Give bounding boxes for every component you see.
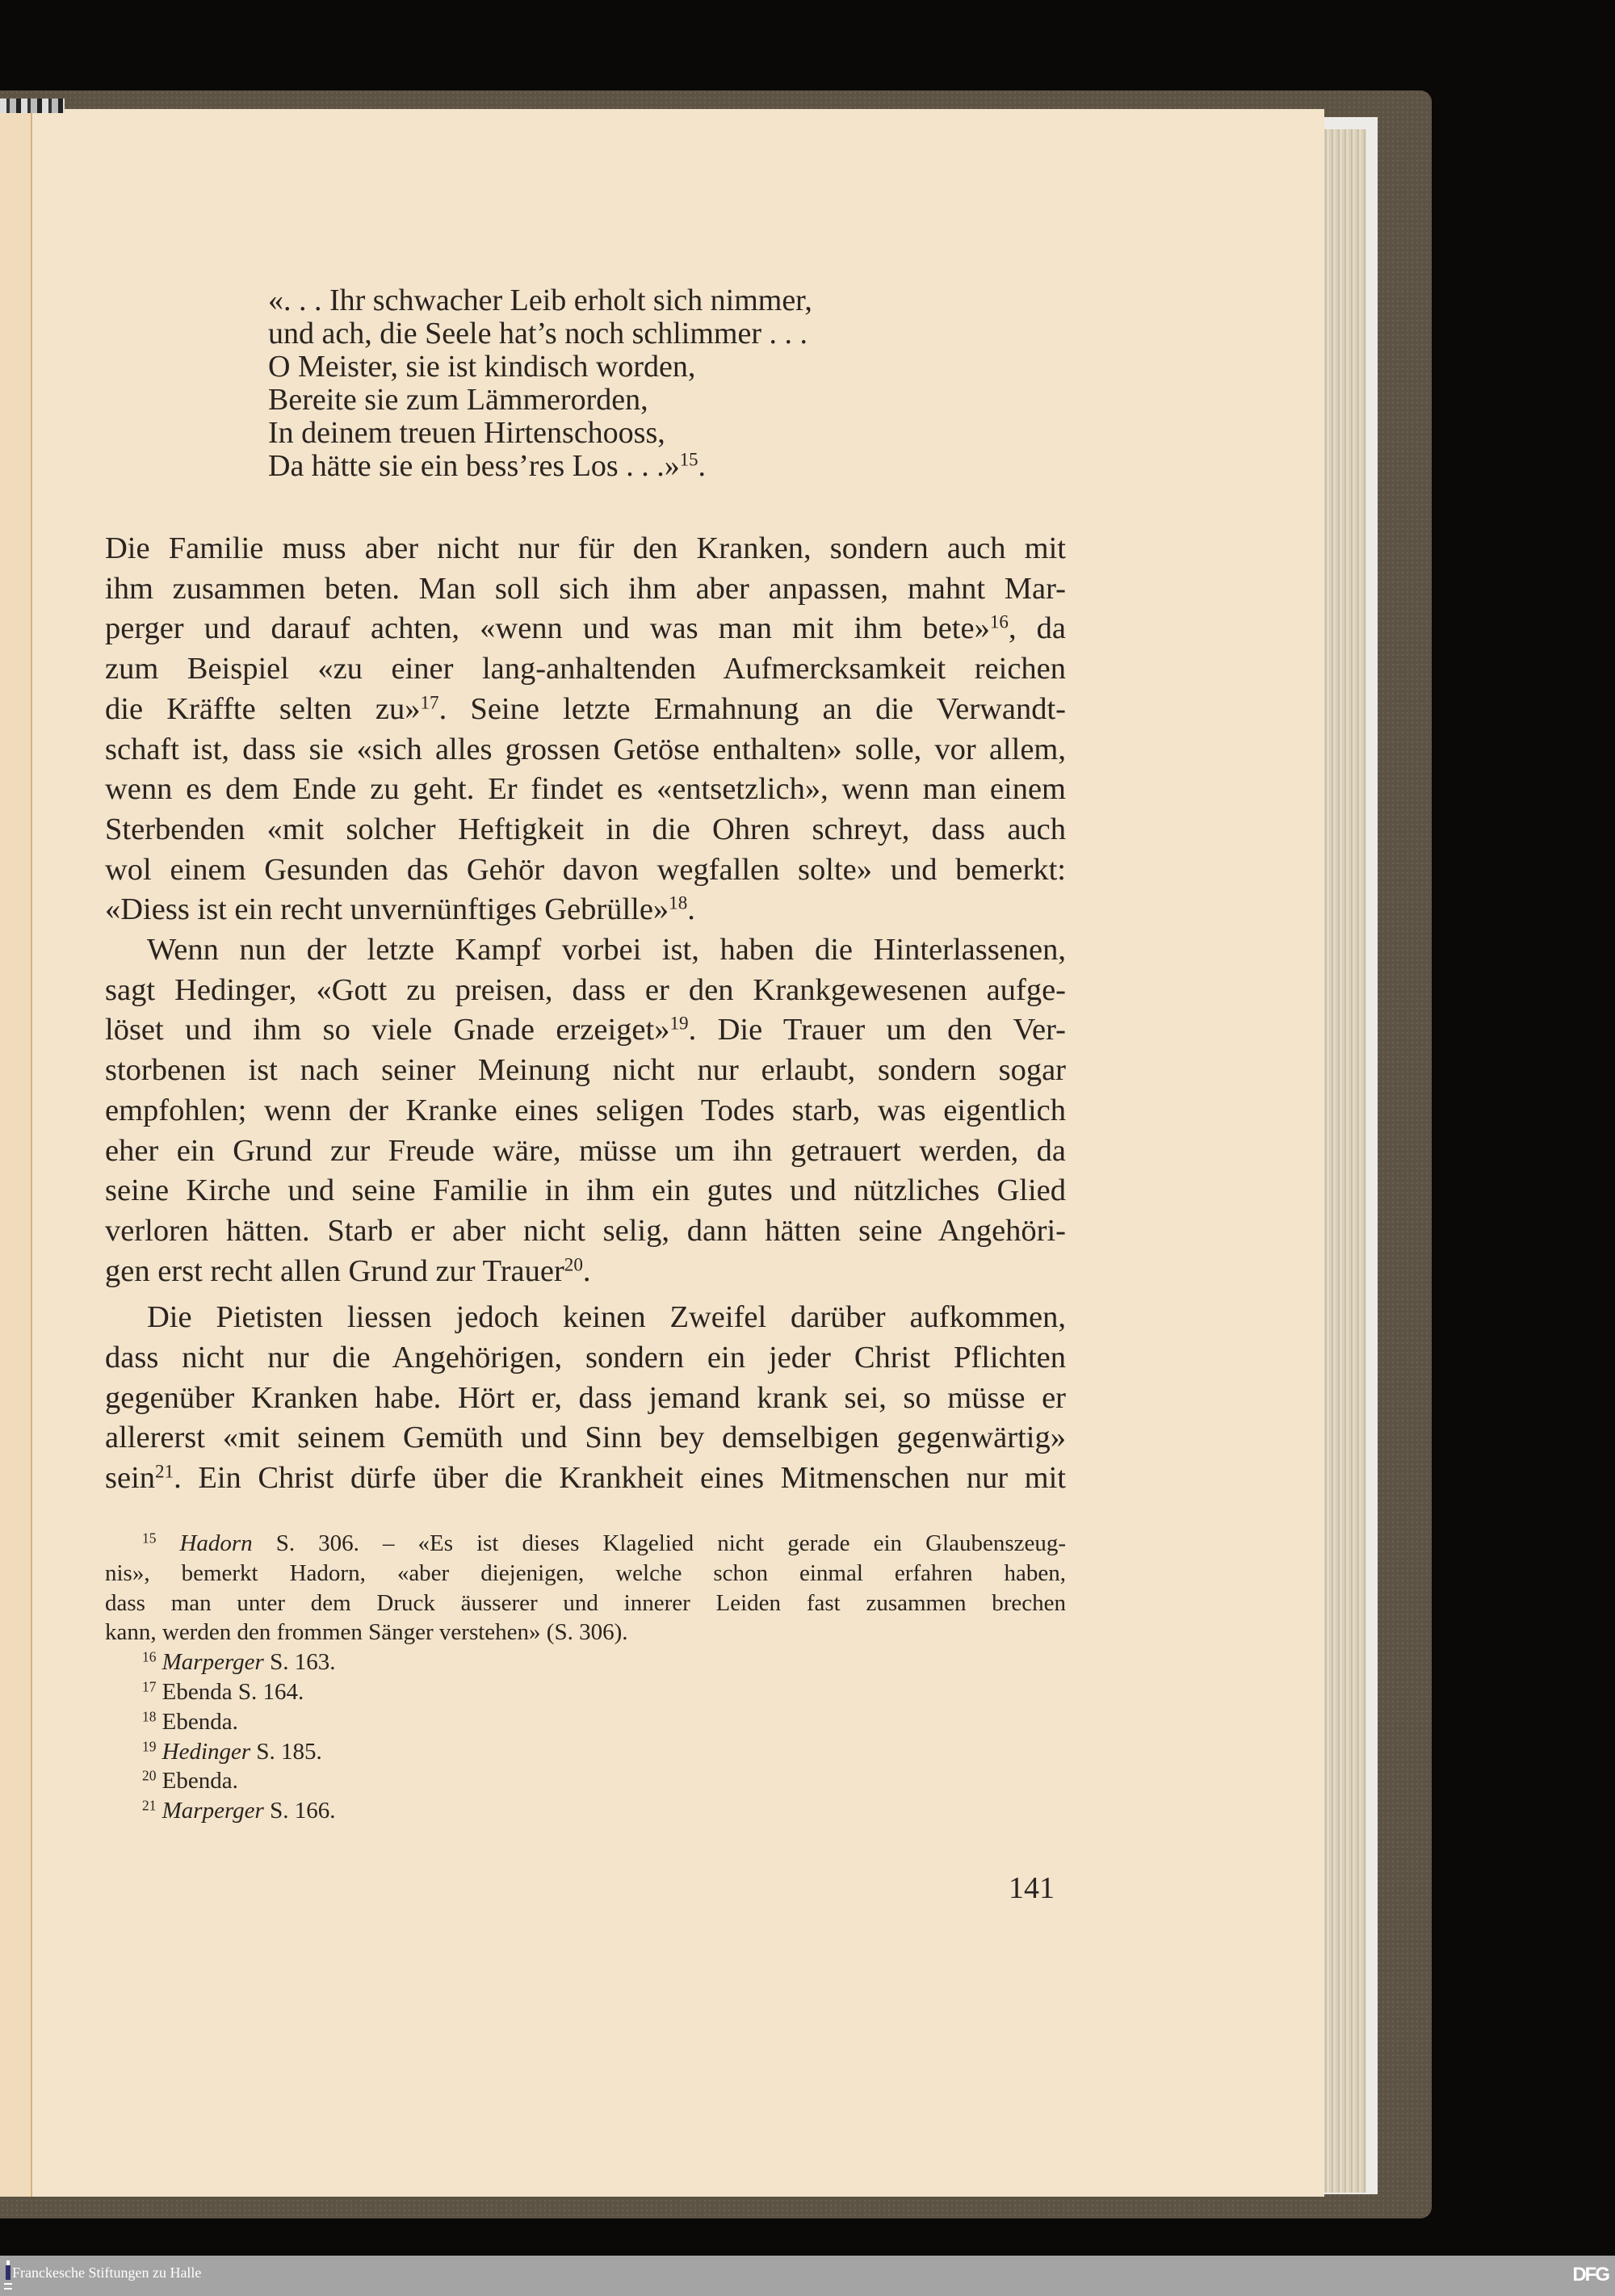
footnote-line (105, 1618, 1066, 1647)
text-run: . (582, 1253, 591, 1288)
text-run: löset und ihm so viele Gnade erzeiget» (105, 1013, 670, 1047)
text-run: zum Beispiel «zu einer lang-anhaltenden Aufmercksamkeit reichen (105, 652, 1066, 686)
text-run: dass nicht nur die Angehörigen, sondern ein jeder Christ Pflichten (105, 1341, 1066, 1375)
text-run: Ebenda S. 164. (156, 1678, 304, 1705)
footnote-line (105, 1766, 1066, 1796)
text-line (105, 1211, 1066, 1252)
footnote-marker: 17 (142, 1678, 157, 1695)
footnote-line (105, 1589, 1066, 1618)
text-line (105, 1379, 1066, 1419)
text-run: sein (105, 1461, 156, 1496)
text-line (105, 1418, 1066, 1459)
text-run: , da (1008, 611, 1066, 646)
verse-line (268, 350, 812, 384)
text-line (105, 810, 1066, 850)
verse-line (268, 417, 812, 450)
paragraph (105, 1298, 1066, 1499)
text-run: seine Kirche und seine Familie in ihm ein gutes und nützliches Glied (105, 1173, 1066, 1208)
text-line (105, 1338, 1066, 1379)
text-run: schaft ist, dass sie «sich alles grossen Getöse enthalten» solle, vor allem, (105, 732, 1066, 766)
footer-bar (0, 2256, 1615, 2296)
text-line (105, 1252, 1066, 1292)
text-run: gen erst recht allen Grund zur Trauer (105, 1253, 564, 1288)
text-run (156, 1798, 162, 1824)
footnote-marker: 20 (564, 1253, 583, 1274)
text-run: Bereite sie zum Lämmerorden, (268, 383, 648, 417)
text-run: S. 306. – «Es ist dieses Klagelied nicht gerade ein Glaubenszeug- (252, 1530, 1067, 1556)
verse-quote (268, 284, 812, 483)
text-run: . Seine letzte Ermahnung an die Verwandt- (438, 691, 1067, 726)
footnote-line (105, 1529, 1066, 1559)
footnote-marker: 16 (142, 1648, 157, 1665)
text-run: wenn es dem Ende zu geht. Er findet es «entsetzlich», wenn man einem (105, 772, 1066, 807)
text-run: S. 166. (263, 1798, 336, 1824)
footnote-marker: 21 (142, 1797, 157, 1814)
footnote-line (105, 1559, 1066, 1589)
text-run: wol einem Gesunden das Gehör davon wegfallen solte» und bemerkt: (105, 852, 1066, 887)
text-run: Wenn nun der letzte Kampf vorbei ist, haben die Hinterlassenen, (147, 933, 1066, 968)
text-line (105, 850, 1066, 891)
text-line (105, 1459, 1066, 1499)
footnote-line (105, 1796, 1066, 1826)
text-run: In deinem treuen Hirtenschooss, (268, 416, 665, 450)
text-run: die Kräffte selten zu» (105, 691, 421, 726)
paragraph (105, 930, 1066, 1291)
author-name: Marperger (162, 1649, 264, 1676)
text-line (105, 649, 1066, 690)
text-run (156, 1649, 162, 1675)
text-run: S. 163. (263, 1649, 336, 1676)
text-line (105, 1051, 1066, 1091)
text-run: nis», bemerkt Hadorn, «aber diejenigen, welche schon einmal erfahren haben, (105, 1559, 1066, 1586)
text-line (105, 971, 1066, 1011)
footnote-line (105, 1707, 1066, 1737)
text-line (105, 690, 1066, 730)
footnote-line (105, 1677, 1066, 1707)
text-line (105, 930, 1066, 971)
text-run: . Die Trauer um den Ver- (688, 1013, 1066, 1047)
text-run: ihm zusammen beten. Man soll sich ihm aber anpassen, mahnt Mar- (105, 571, 1066, 606)
text-run: storbenen ist nach seiner Meinung nicht nur erlaubt, sondern sogar (105, 1053, 1066, 1088)
footnotes (105, 1529, 1066, 1826)
footnote (105, 1647, 1066, 1677)
text-run: . (687, 892, 695, 927)
body-text (105, 529, 1066, 1499)
text-run: «. . . Ihr schwacher Leib erholt sich nimmer, (268, 283, 812, 317)
previous-page-edge (0, 109, 32, 2197)
text-line (105, 529, 1066, 569)
author-name: Hadorn (179, 1530, 253, 1556)
footnote-line (105, 1737, 1066, 1767)
text-line (105, 770, 1066, 810)
text-run: Die Familie muss aber nicht nur für den Kranken, sondern auch mit (105, 531, 1066, 565)
text-run: Die Pietisten liessen jedoch keinen Zweifel darüber aufkommen, (147, 1300, 1066, 1335)
text-run: empfohlen; wenn der Kranke eines seligen Todes starb, was eigentlich (105, 1093, 1066, 1127)
text-run: eher ein Grund zur Freude wäre, müsse um ihn getrauert werden, da (105, 1133, 1066, 1168)
text-run: sagt Hedinger, «Gott zu preisen, dass er den Krankgewesenen aufge- (105, 972, 1066, 1007)
footnote-marker: 15 (142, 1530, 157, 1547)
text-run: und ach, die Seele hat’s noch schlimmer . . . (268, 317, 808, 350)
text-run: kann, werden den frommen Sänger verstehen» (S. 306). (105, 1619, 628, 1646)
footnote (105, 1707, 1066, 1737)
footnote-marker: 18 (142, 1708, 157, 1725)
text-run: Ebenda. (156, 1768, 238, 1794)
text-line (105, 1010, 1066, 1051)
text-run: . Ein Christ dürfe über die Krankheit eines Mitmenschen nur mit (174, 1461, 1066, 1496)
footnote-marker: 20 (142, 1767, 157, 1784)
verse-line (268, 284, 812, 317)
footnote (105, 1677, 1066, 1707)
footnote-marker: 18 (669, 892, 688, 913)
footnote-marker: 21 (155, 1460, 174, 1482)
text-line (105, 1171, 1066, 1211)
text-line (105, 730, 1066, 770)
page-number: 141 (1009, 1871, 1055, 1905)
verse-line (268, 317, 812, 350)
text-run: dass man unter dem Druck äusserer und innerer Leiden fast zusammen brechen (105, 1589, 1066, 1616)
footnote-marker: 16 (989, 611, 1009, 632)
footnote (105, 1737, 1066, 1767)
text-run: Da hätte sie ein bess’res Los . . .» (268, 449, 680, 483)
footnote-marker: 19 (669, 1012, 689, 1034)
text-line (105, 569, 1066, 610)
author-name: Marperger (162, 1798, 264, 1824)
text-run (156, 1530, 179, 1556)
author-name: Hedinger (162, 1738, 251, 1765)
institution-name: Franckesche Stiftungen zu Halle (12, 2265, 202, 2281)
text-run: verloren hätten. Starb er aber nicht selig, dann hätten seine Angehöri- (105, 1213, 1066, 1248)
text-run: . (698, 449, 706, 483)
text-run: Sterbenden «mit solcher Heftigkeit in die Ohren schreyt, dass auch (105, 812, 1066, 846)
footnote (105, 1796, 1066, 1826)
text-run (156, 1739, 162, 1765)
paragraph (105, 529, 1066, 930)
text-run: «Diess ist ein recht unvernünftiges Gebrülle» (105, 892, 669, 927)
text-line (105, 1091, 1066, 1131)
binding-stitches (0, 99, 65, 113)
text-run: S. 185. (250, 1738, 322, 1765)
text-run: gegenüber Kranken habe. Hört er, dass jemand krank sei, so müsse er (105, 1380, 1066, 1415)
text-line (105, 890, 1066, 930)
footnote (105, 1529, 1066, 1647)
dfg-logo: DFG (1572, 2264, 1609, 2286)
text-line (105, 609, 1066, 649)
text-line (105, 1298, 1066, 1338)
text-line (105, 1131, 1066, 1172)
verse-line (268, 384, 812, 417)
text-run: Ebenda. (156, 1708, 238, 1735)
text-run: perger und darauf achten, «wenn und was man mit ihm bete» (105, 611, 990, 646)
footnote-marker: 19 (142, 1738, 157, 1755)
text-run: O Meister, sie ist kindisch worden, (268, 350, 696, 384)
verse-line (268, 450, 812, 483)
text-run: allererst «mit seinem Gemüth und Sinn bey demselbigen gegenwärtig» (105, 1421, 1066, 1455)
footnote (105, 1766, 1066, 1796)
footnote-marker: 15 (679, 449, 698, 470)
footnote-marker: 17 (420, 691, 439, 713)
footnote-line (105, 1647, 1066, 1677)
